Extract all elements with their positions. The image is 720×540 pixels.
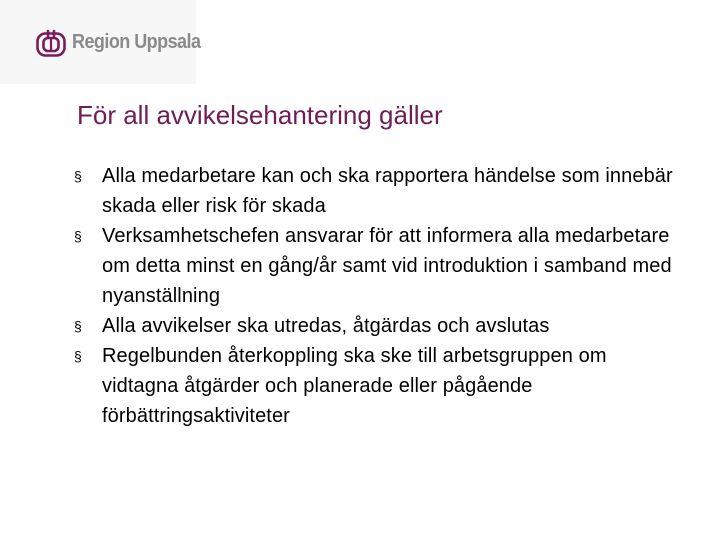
region-uppsala-logo-icon [36,29,66,59]
bullet-marker-icon: § [74,348,82,364]
bullet-text: Verksamhetschefen ansvarar för att informera alla medarbetare om detta minst en gång/år samt vid introduktion i samband med nyanställning [102,225,672,307]
bullet-text: Alla medarbetare kan och ska rapportera händelse som innebär skada eller risk för skada [102,165,673,217]
bullet-text: Alla avvikelser ska utredas, åtgärdas och avslutas [102,315,550,337]
bullet-marker-icon: § [74,318,82,334]
bullet-item [74,311,674,341]
bullet-marker-icon: § [74,228,82,244]
bullet-item [74,221,674,311]
bullet-item [74,161,674,221]
logo-text: Region Uppsala [72,31,201,53]
bullet-marker-icon: § [74,168,82,184]
slide-title: För all avvikelsehantering gäller [77,100,443,130]
bullet-list [74,161,674,431]
bullet-item [74,341,674,431]
bullet-text: Regelbunden återkoppling ska ske till arbetsgruppen om vidtagna åtgärder och planerade eller pågående förbättringsaktiviteter [102,345,607,427]
logo [0,0,201,84]
